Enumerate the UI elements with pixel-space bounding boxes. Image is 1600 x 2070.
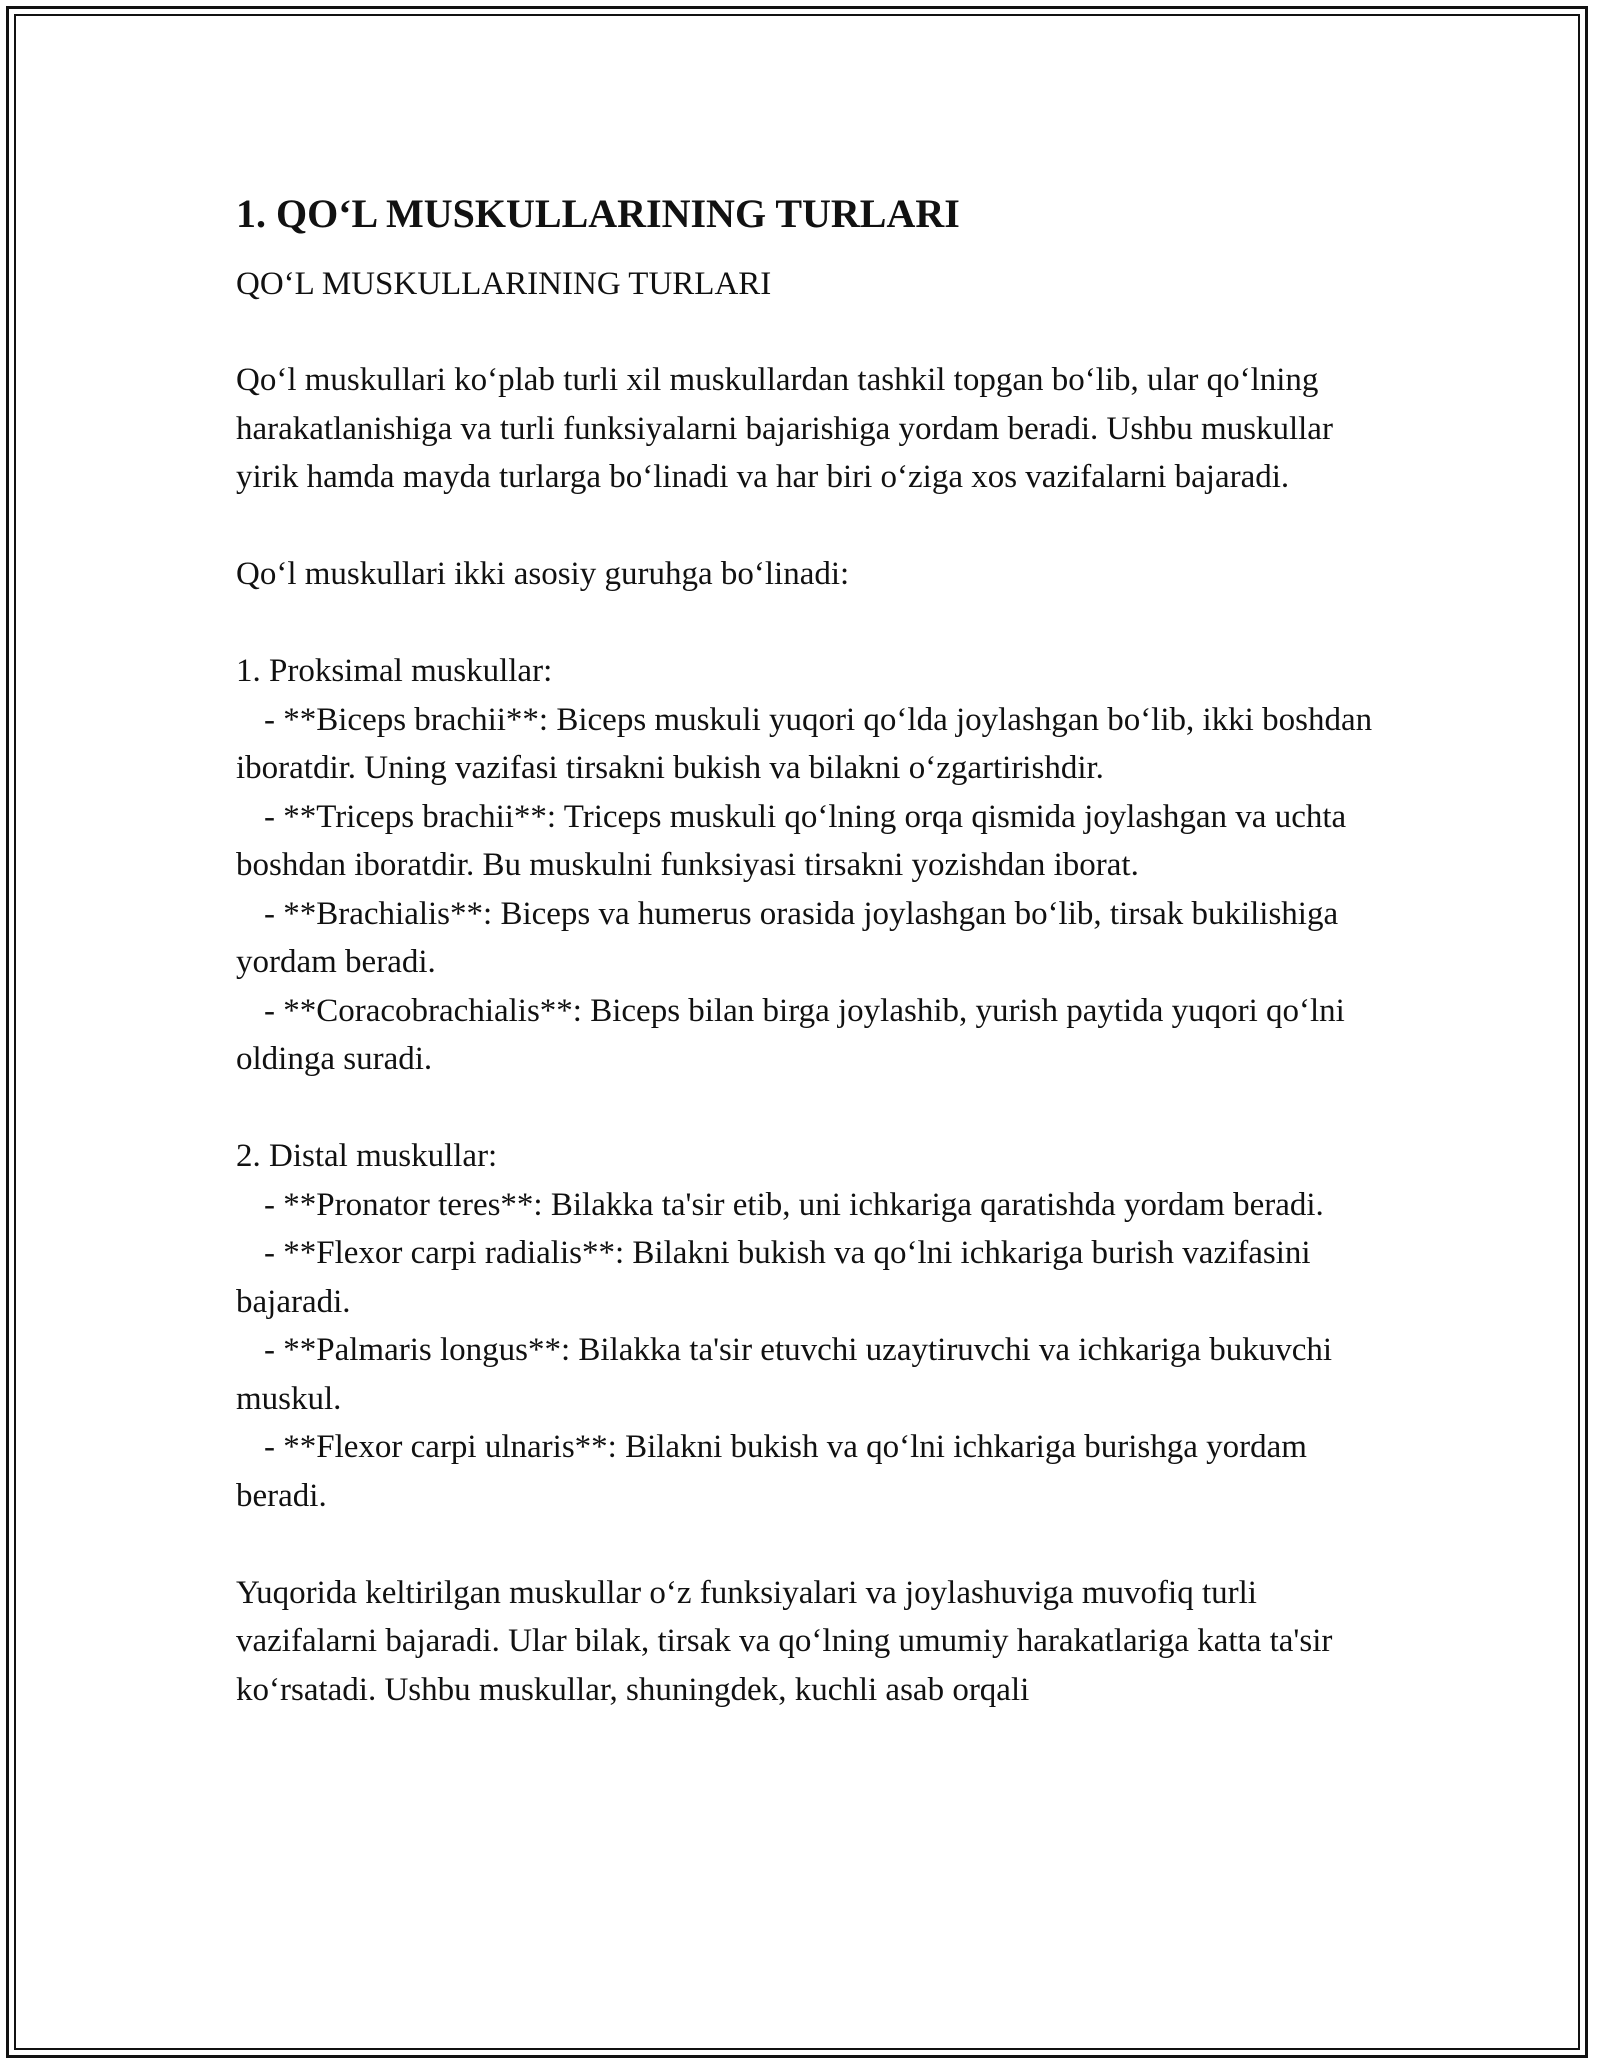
list-item	[236, 1326, 1376, 1423]
list-item-text: - **Palmaris longus**: Bilakka ta'sir etuvchi uzaytiruvchi va ichkariga bukuvchi muskul.	[236, 1332, 1333, 1417]
page-title: 1. QO‘L MUSKULLARINING TURLARI	[236, 191, 960, 236]
list-item	[236, 1181, 1376, 1230]
section-distal	[236, 1132, 1376, 1520]
list-item-text: - **Triceps brachii**: Triceps muskuli qo‘lning orqa qismida joylashgan va uchta boshdan iboratdir. Bu muskulni funksiyasi tirsakni yozishdan iborat.	[236, 798, 1347, 883]
intro-paragraph: Qo‘l muskullari ko‘plab turli xil muskullardan tashkil topgan bo‘lib, ular qo‘lning harakatlanishiga va turli funksiyalarni bajarishiga yordam beradi. Ushbu muskullar yirik hamda mayda turlarga bo‘linadi va har biri o‘ziga xos vazifalarni bajaradi.	[236, 362, 1333, 495]
section-title: 1. Proksimal muskullar:	[236, 653, 553, 689]
list-item-text: - **Flexor carpi radialis**: Bilakni bukish va qo‘lni ichkariga burish vazifasini bajaradi.	[236, 1235, 1311, 1320]
list-item	[236, 987, 1376, 1084]
conclusion-paragraph: Yuqorida keltirilgan muskullar o‘z funksiyalari va joylashuviga muvofiq turli vazifalarni bajaradi. Ular bilak, tirsak va qo‘lning umumiy harakatlariga katta ta'sir ko‘rsatadi. Ushbu muskullar, shuningdek, kuchli asab orqali	[236, 1574, 1333, 1708]
list-item	[236, 793, 1376, 890]
groups-intro-paragraph: Qo‘l muskullari ikki asosiy guruhga bo‘linadi:	[236, 556, 850, 592]
page-subtitle: QO‘L MUSKULLARINING TURLARI	[236, 266, 772, 302]
list-item	[236, 1423, 1376, 1520]
list-item-text: - **Flexor carpi ulnaris**: Bilakni bukish va qo‘lni ichkariga burishga yordam beradi.	[236, 1429, 1307, 1514]
list-item	[236, 890, 1376, 987]
list-item-text: - **Brachialis**: Biceps va humerus orasida joylashgan bo‘lib, tirsak bukilishiga yordam beradi.	[236, 895, 1339, 980]
list-item-text: - **Pronator teres**: Bilakka ta'sir etib, uni ichkariga qaratishda yordam beradi.	[264, 1186, 1324, 1223]
document-body	[236, 190, 1376, 1763]
list-item	[236, 696, 1376, 793]
section-proximal	[236, 647, 1376, 1084]
list-item-text: - **Biceps brachii**: Biceps muskuli yuqori qo‘lda joylashgan bo‘lib, ikki boshdan iboratdir. Uning vazifasi tirsakni bukish va bilakni o‘zgartirishdir.	[236, 701, 1373, 786]
list-item	[236, 1229, 1376, 1326]
list-item-text: - **Coracobrachialis**: Biceps bilan birga joylashib, yurish paytida yuqori qo‘lni oldinga suradi.	[236, 992, 1345, 1077]
section-title: 2. Distal muskullar:	[236, 1138, 498, 1174]
